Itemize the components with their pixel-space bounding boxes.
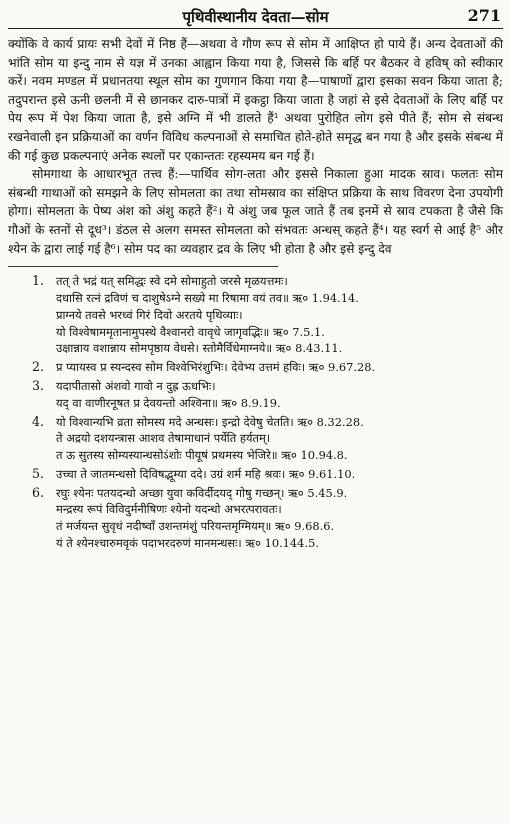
footnotes [8, 273, 503, 552]
footnote-line: प्राग्नये तवसे भरध्वं गिरं दिवो अरतये पृथिव्याः। [56, 307, 243, 322]
footnote-line: यदापीतासो अंशवो गावो न दुह्र ऊधभिः। [56, 378, 216, 393]
footnote-number: 6. [32, 484, 45, 500]
footnote [8, 273, 503, 357]
footnote [8, 485, 503, 552]
footnote-number: 2. [32, 359, 45, 375]
footnote-line: रघुः श्येनः पतयदन्धो अच्छा युवा कविर्दीदयद् गोषु गच्छन्। ऋ० 5.45.9. [56, 485, 348, 500]
footnote-line: दधासि रत्नं द्रविणं च दाशुषेऽग्ने सख्ये मा रिषामा वयं तव॥ ऋ० 1.94.14. [56, 290, 359, 305]
footnote-line: यो विश्वान्यभि व्रता सोमस्य मदे अन्धसः। इन्द्रो देवेषु चेतति। ऋ० 8.32.28. [56, 414, 364, 429]
footnote-line: तं मर्जयन्त सुवृधं नदीष्वाँ उशन्तमंशुं परियन्तमृग्मियम्॥ ऋ० 9.68.6. [56, 519, 335, 534]
footnote-number: 3. [32, 377, 45, 393]
footnote [8, 466, 503, 483]
page-number: 271 [467, 6, 501, 25]
footnote-line: मन्द्रस्य रूपं विविदुर्मनीषिणः श्येनो यदन्धो अभरत्परावतः। [56, 502, 282, 517]
footnote-number: 4. [32, 413, 45, 429]
footnote [8, 378, 503, 412]
footnote-line: उक्षान्नाय वशान्नाय सोमपृष्ठाय वेधसे। स्तोमैर्विधेमाग्नये॥ ऋ० 8.43.11. [56, 341, 343, 356]
footnote-line: यं ते श्येनश्चारुमवृकं पदाभरदरुणं मानमन्धसः। ऋ० 10.144.5. [56, 536, 319, 551]
body-paragraph: सोमगाथा के आधारभूत तत्त्व हैं:—पार्थिव सोग-लता और इससे निकाला हुआ मादक स्राव। फलतः सोम संबन्धी गाथाओं को समझने के लिए सोमलता का तथा सोमस्राव का संक्षिप्त प्रक्रिया के साथ विवरण देना उपयोगी होगा। सोमलता के पेष्य अंश को अंशु कहते हैं²। ये अंशु जब फूल जाते हैं तब इनमें से स्राव टपकता है जैसे कि गौओं के स्तनों से दूध³। डंठल से अलग समस्त सोमलता को संभवतः अन्धस् कहते हैं⁴। यह स्वर्ग से आई है⁵ और श्येन के द्वारा लाई गई है⁶। सोम पद का व्यवहार द्रव के लिए भी होता है और इसे इन्दु देव [8, 167, 503, 256]
footnote-line: उच्चा ते जातमन्धसो दिविषद्भूम्या ददे। उग्रं शर्म महि श्रवः। ऋ० 9.61.10. [56, 466, 356, 481]
footnote-number: 1. [32, 273, 45, 289]
footnote-line: यद् वा वाणीरनूषत प्र देवयन्तो अश्विना॥ ऋ० 8.9.19. [56, 395, 281, 410]
footnote-line: तत् ते भद्रं यत् समिद्धः स्वे दमे सोमाहुतो जरसे मृळयत्तमः। [56, 274, 288, 289]
footnote [8, 414, 503, 464]
footnote-line: त ऊ सुतस्य सोम्यस्यान्धसोऽंशोः पीयूषं प्रथमस्य भेजिरे॥ ऋ० 10.94.8. [56, 448, 348, 463]
body-paragraph: क्योंकि वे कार्य प्रायः सभी देवों में निष्ठ हैं—अथवा वे गौण रूप से सोम में आक्षिप्त हो पाये हैं। अन्य देवताओं की भांति सोम या इन्दु नाम से यज्ञ में उनका आह्वान किया गया है, जिससे कि बर्हि पर बैठकर वे हविष् को स्वीकार करें। नवम मण्डल में प्रधानतया स्थूल सोम का गुणगान किया गया है—पाषाणों द्वारा इसका सवन किया जाता है; तदुपरान्त इसे ऊनी छलनी में से छानकर दारु-पात्रों में इकट्ठा किया जाता है जहां से इसे देवताओं के लिए बर्हि पर पेय रूप में पेश किया जाता है, इसे अग्नि में भी डालते हैं¹ अथवा पुरोहित लोग इसे पीते हैं; सोम से संबन्ध रखनेवाली इन प्रक्रियाओं का वर्णन विविध कल्पनाओं से समाचित होते-होते समृद्ध बन गया है और इसके संबन्ध में की गई कुछ प्रकल्पनाएं अनेक स्थलों पर एकान्ततः रहस्यमय बन गई हैं। [8, 37, 503, 163]
footnote-line: प्र प्यायस्व प्र स्यन्दस्व सोम विश्वेभिरंशुभिः। देवेभ्य उत्तमं हविः। ऋ० 9.67.28. [56, 360, 376, 375]
footnote-number: 5. [32, 465, 45, 481]
footnote-line: यो विश्वेषाममृतानामुपस्थे वैश्वानरो वावृधे जागृवद्भिः॥ ऋ० 7.5.1. [56, 324, 325, 339]
page-header [8, 6, 503, 29]
footnote [8, 359, 503, 376]
footnote-divider [8, 266, 278, 267]
footnote-line: ते अद्रयो दशयन्त्रास आशव तेषामाधानं पर्येति हर्यतम्। [56, 431, 271, 446]
running-title: पृथिवीस्थानीय देवता—सोम [182, 8, 329, 26]
